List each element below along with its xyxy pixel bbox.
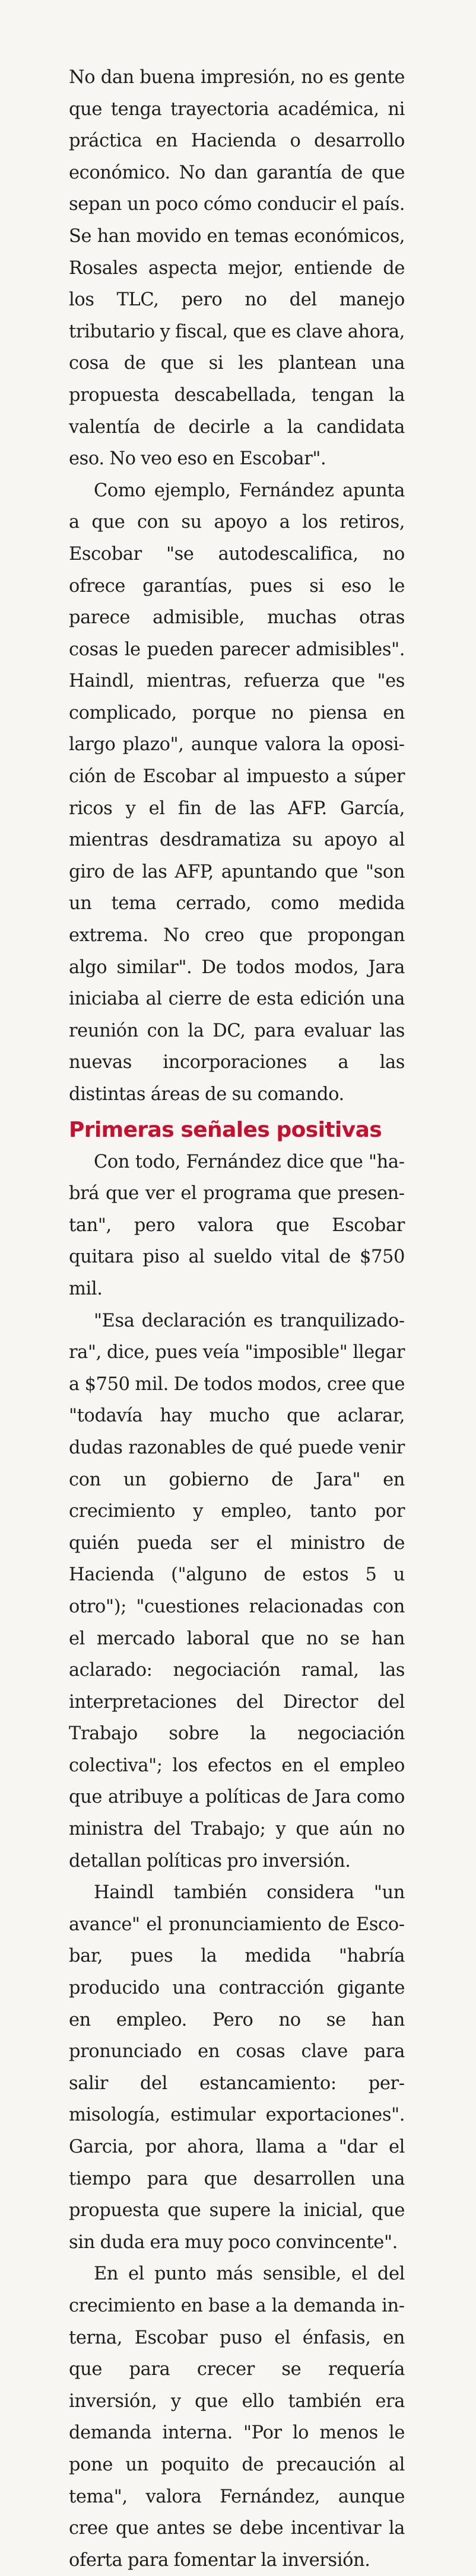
article-paragraph: Haindl también considera "un avance" el pronunciamiento de Escobar, pues la medida "habría producido una contracción gigante en empleo. Pero no se han pronunciado en cosas clave para salir del estancamiento: permisología, estimular exportaciones". Garcia, por ahora, llama a "dar el tiempo para que desarrollen una propuesta que supere la inicial, que sin duda era muy poco convincente". <box>69 1882 405 2253</box>
article-column <box>69 62 405 2576</box>
article-paragraph: En el punto más sensible, el del crecimiento en base a la demanda interna, Escobar puso el énfasis, en que para crecer se requería inversión, y que ello también era demanda interna. "Por lo menos le pone un poquito de precaución al tema", valora Fernández, aunque cree que antes se debe incentivar la oferta para fomentar la inversión. <box>69 2263 405 2571</box>
article-paragraph: No dan buena impresión, no es gente que tenga trayectoria académica, ni práctica en Hacienda o desarrollo económico. No dan garantía de que sepan un poco cómo conducir el país. Se han movido en temas económicos, Rosales aspecta mejor, entiende de los TLC, pero no del manejo tributario y fiscal, que es clave ahora, cosa de que si les plantean una propuesta descabellada, tengan la valentía de decirle a la candidata eso. No veo eso en Escobar". <box>69 67 405 470</box>
article-paragraph: Con todo, Fernández dice que "habrá que ver el programa que presentan", pero valora que Escobar quitara piso al sueldo vital de $750 mil. <box>69 1151 405 1299</box>
article-paragraph: Como ejemplo, Fernández apunta a que con su apoyo a los retiros, Escobar "se autodescalifica, no ofrece garantías, pues si eso le parece admisible, muchas otras cosas le pueden parecer admisibles". Haindl, mientras, refuerza que "es complicado, porque no piensa en largo plazo", aunque valora la oposición de Escobar al impuesto a súper ricos y el fin de las AFP. García, mientras desdramatiza su apoyo al giro de las AFP, apuntando que "son un tema cerrado, como medida extrema. No creo que propongan algo similar". De todos modos, Jara iniciaba al cierre de esta edición una reunión con la DC, para evaluar las nuevas incorporaciones a las distintas áreas de su comando. <box>69 480 405 1105</box>
section-subheading: Primeras señales positivas <box>69 1117 382 1142</box>
article-paragraph: "Esa declaración es tranquilizadora", dice, pues veía "imposible" llegar a $750 mil. De todos modos, cree que "todavía hay mucho que aclarar, dudas razonables de qué puede venir con un gobierno de Jara" en crecimiento y empleo, tanto por quién pueda ser el ministro de Hacienda ("alguno de estos 5 u otro"); "cuestiones relacionadas con el mercado laboral que no se han aclarado: negociación ramal, las interpretaciones del Director del Trabajo sobre la negociación colectiva"; los efectos en el empleo que atribuye a políticas de Jara como ministra del Trabajo; y que aún no detallan políticas pro inversión. <box>69 1310 405 1872</box>
